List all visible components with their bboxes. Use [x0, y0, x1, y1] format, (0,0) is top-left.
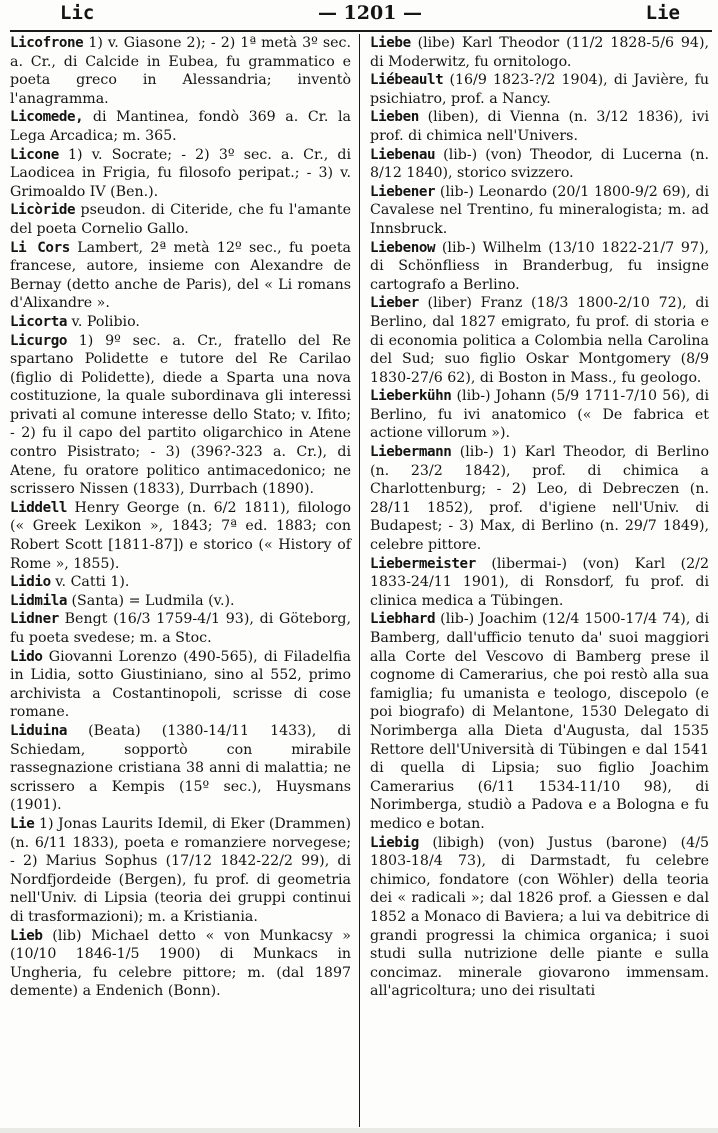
- dictionary-entry: [10, 648, 351, 722]
- bottom-edge: [0, 1128, 718, 1133]
- entry-headword: Lidmila: [10, 592, 67, 609]
- header-left-guide-word: Lic: [60, 2, 95, 24]
- entry-headword: Licorta: [10, 313, 67, 330]
- left-column: [10, 34, 359, 1127]
- dictionary-entry: [370, 834, 709, 1001]
- entry-headword: Liebe: [370, 35, 411, 51]
- dictionary-entry: [370, 555, 709, 611]
- entry-headword: Lie: [10, 815, 35, 832]
- dictionary-entry: [10, 313, 351, 332]
- entry-text: pseudon. di Citeride, che fu l'amante del poeta Cornelio Gallo.: [10, 202, 351, 237]
- right-column: [360, 34, 709, 1127]
- dictionary-entry: [10, 573, 351, 592]
- entry-headword: Licomede,: [10, 109, 84, 126]
- dictionary-entry: [370, 443, 709, 555]
- entry-text: (lib-) Johann (5/9 1711-7/10 56), di Berlino, fu ivi anatomico (« De fabrica et actione villorum »).: [370, 388, 709, 442]
- entry-text: 1) Jonas Laurits Idemil, di Eker (Drammen) (n. 6/11 1833), poeta e romanziere norvegese; - 2) Marius Sophus (17/12 1842-22/2 99), di Nordfjordeide (Bergen), fu prof. di geometria nell'Univ. di Lipsia (teoria dei gruppi continui di trasformazioni); m. a Kristiania.: [10, 815, 351, 925]
- entry-headword: Liebermann: [370, 444, 452, 461]
- entry-headword: Lidner: [10, 611, 59, 628]
- entry-headword: Liebenow: [370, 239, 436, 256]
- entry-text: (libigh) (von) Justus (barone) (4/5 1803-18/4 73), di Darmstadt, fu celebre chimico, fondatore (con Wöhler) della teoria dei « radicali »; dal 1826 prof. a Giessen e dal 1852 a Monaco di Baviera; a lui va debitrice di grandi progressi la chimica organica; i suoi studi sulla nutrizione delle piante e sulla concimaz. minerale giovarono immensam. all'agricoltura; uno dei risultati: [370, 834, 709, 1000]
- dictionary-entry: [370, 71, 709, 108]
- dictionary-entry: [370, 34, 709, 71]
- dictionary-entry: [10, 332, 351, 499]
- header-right-guide-word: Lie: [645, 2, 680, 24]
- dictionary-entry: [10, 592, 351, 611]
- entry-text: (lib) Michael detto « von Munkacsy » (10/10 1846-1/5 1900) di Munkacs in Ungheria, fu celebre pittore; m. (dal 1897 demente) a Endenich (Bonn).: [10, 927, 351, 1000]
- entry-text: (16/9 1823-?/2 1904), di Javière, fu psichiatro, prof. a Nancy.: [370, 72, 709, 107]
- entry-headword: Lido: [10, 648, 43, 665]
- entry-headword: Liebener: [370, 183, 436, 200]
- header-rule: [10, 30, 712, 32]
- entry-text: (Santa) = Ludmila (v.).: [67, 592, 235, 609]
- dictionary-entry: [10, 34, 351, 108]
- entry-headword: Lieben: [370, 109, 419, 126]
- dictionary-entry: [10, 722, 351, 815]
- dictionary-entry: [10, 108, 351, 145]
- entry-headword: Licòride: [10, 202, 76, 219]
- entry-headword: Liebermeister: [370, 555, 476, 572]
- entry-headword: Licofrone: [10, 35, 84, 51]
- entry-text: di Mantinea, fondò 369 a. Cr. la Lega Arcadica; m. 365.: [10, 109, 351, 144]
- entry-text: (liben), di Vienna (n. 3/12 1836), ivi prof. di chimica nell'Univers.: [370, 109, 709, 144]
- entry-headword: Liebhard: [370, 611, 436, 628]
- entry-headword: Lieb: [10, 927, 43, 944]
- entry-text: 1) v. Giasone 2); - 2) 1ª metà 3º sec. a. Cr., di Calcide in Eubea, fu grammatico e poeta greco in Alessandria; inventò l'anagramma.: [10, 35, 351, 107]
- entry-text: (libermai-) (von) Karl (2/2 1833-24/11 1901), di Ronsdorf, fu prof. di clinica medica a Tübingen.: [370, 555, 709, 609]
- entry-headword: Lieberkühn: [370, 388, 452, 405]
- dictionary-entry: [370, 183, 709, 239]
- dictionary-entry: [370, 294, 709, 387]
- dictionary-entry: [10, 610, 351, 647]
- entry-text: (lib-) Wilhelm (13/10 1822-21/7 97), di Schönfliess in Branderbug, fu insigne cartografo a Berlino.: [370, 239, 709, 293]
- page-number: — 1201 —: [317, 2, 423, 24]
- entry-text: (libe) Karl Theodor (11/2 1828-5/6 94), di Moderwitz, fu ornitologo.: [370, 35, 709, 70]
- entry-text: Lambert, 2ª metà 12º sec., fu poeta francese, autore, insieme con Alexandre de Bernay (detto anche de Paris), del « Li romans d'Alixandre ».: [10, 239, 351, 312]
- dictionary-entry: [370, 239, 709, 295]
- dictionary-entry: [10, 239, 351, 313]
- dictionary-entry: [10, 927, 351, 1001]
- entry-headword: Liebenau: [370, 146, 436, 163]
- entry-headword: Liduina: [10, 722, 67, 739]
- entry-text: v. Catti 1).: [50, 574, 130, 591]
- dictionary-entry: [10, 201, 351, 238]
- page-header: [10, 0, 710, 28]
- entry-text: 1) v. Socrate; - 2) 3º sec. a. Cr., di Laodicea in Frigia, fu filosofo peripat.; - 3) v. Grimoaldo IV (Ben.).: [10, 146, 351, 200]
- columns: [10, 34, 712, 1127]
- entry-text: (lib-) (von) Theodor, di Lucerna (n. 8/12 1840), storico svizzero.: [370, 146, 709, 182]
- entry-headword: Licurgo: [10, 332, 67, 349]
- dictionary-entry: [370, 610, 709, 833]
- entry-headword: Lidio: [10, 574, 51, 591]
- entry-headword: Liddell: [10, 499, 67, 516]
- entry-text: Henry George (n. 6/2 1811), filologo (« Greek Lexikon », 1843; 7ª ed. 1883; con Robert Scott [1811-87]) e storico (« History of Rome », 1855).: [10, 499, 351, 572]
- dictionary-entry: [10, 499, 351, 573]
- dictionary-entry: [370, 146, 709, 183]
- dictionary-entry: [370, 108, 709, 145]
- entry-text: (liber) Franz (18/3 1800-2/10 72), di Berlino, dal 1827 emigrato, fu prof. di storia e di economia politica a Colombia nella Carolina del Sud; suo figlio Oskar Montgomery (8/9 1830-27/6 62), di Boston in Mass., fu geologo.: [370, 295, 709, 386]
- entry-headword: Li Cors: [10, 239, 70, 256]
- entry-headword: Lieber: [370, 295, 419, 312]
- entry-text: (lib-) Leonardo (20/1 1800-9/2 69), di Cavalese nel Trentino, fu mineralogista; m. ad Innsbruck.: [370, 183, 709, 237]
- entry-text: Bengt (16/3 1759-4/1 93), di Göteborg, fu poeta svedese; m. a Stoc.: [10, 611, 351, 646]
- entry-headword: Licone: [10, 146, 59, 163]
- entry-text: v. Polibio.: [67, 313, 140, 330]
- entry-text: (Beata) (1380-14/11 1433), di Schiedam, sopportò con mirabile rassegnazione cristiana 38 anni di malattia; ne scrissero a Kempis (15º sec.), Huysmans (1901).: [10, 722, 351, 814]
- entry-text: (lib-) 1) Karl Theodor, di Berlino (n. 23/2 1842), prof. di chimica a Charlottenburg; - 2) Leo, di Debreczen (n. 28/11 1852), prof. d'igiene nell'Univ. di Budapest; - 3) Max, di Berlino (n. 29/7 1849), celebre pittore.: [370, 444, 709, 554]
- entry-headword: Liébeault: [370, 72, 444, 89]
- entry-text: (lib-) Joachim (12/4 1500-17/4 74), di Bamberg, dall'ufficio tenuto da' suoi maggiori alla Corte del Vescovo di Bamberg prese il cognome di Camerarius, che poi restò alla sua famiglia; fu umanista e teologo, discepolo (e poi biografo) di Melantone, 1530 Delegato di Norimberga alla Dieta d'Augusta, dal 1535 Rettore dell'Università di Tübingen e dal 1541 di quella di Lipsia; suo figlio Joachim Camerarius (6/11 1534-11/10 98), di Norimberga, studiò a Padova e a Bologna e fu medico e botan.: [370, 611, 709, 832]
- entry-text: 1) 9º sec. a. Cr., fratello del Re spartano Polidette e tutore del Re Carilao (figlio di Polidette), diede a Sparta una nova costituzione, la quale subordinava gli interessi privati al comune interesse dello Stato; v. Ifito; - 2) fu il capo del partito oligarchico in Atene contro Pisistrato; - 3) (396?-323 a. Cr.), di Atene, fu oratore politico antimacedonico; ne scrissero Nissen (1833), Durrbach (1890).: [10, 332, 351, 498]
- dictionary-entry: [10, 815, 351, 927]
- entry-headword: Liebig: [370, 834, 419, 851]
- dictionary-entry: [10, 146, 351, 202]
- entry-text: Giovanni Lorenzo (490-565), di Filadelfia in Lidia, sotto Giustiniano, sino al 552, primo archivista a Costantinopoli, scrisse di cose romane.: [10, 648, 351, 721]
- dictionary-entry: [370, 387, 709, 443]
